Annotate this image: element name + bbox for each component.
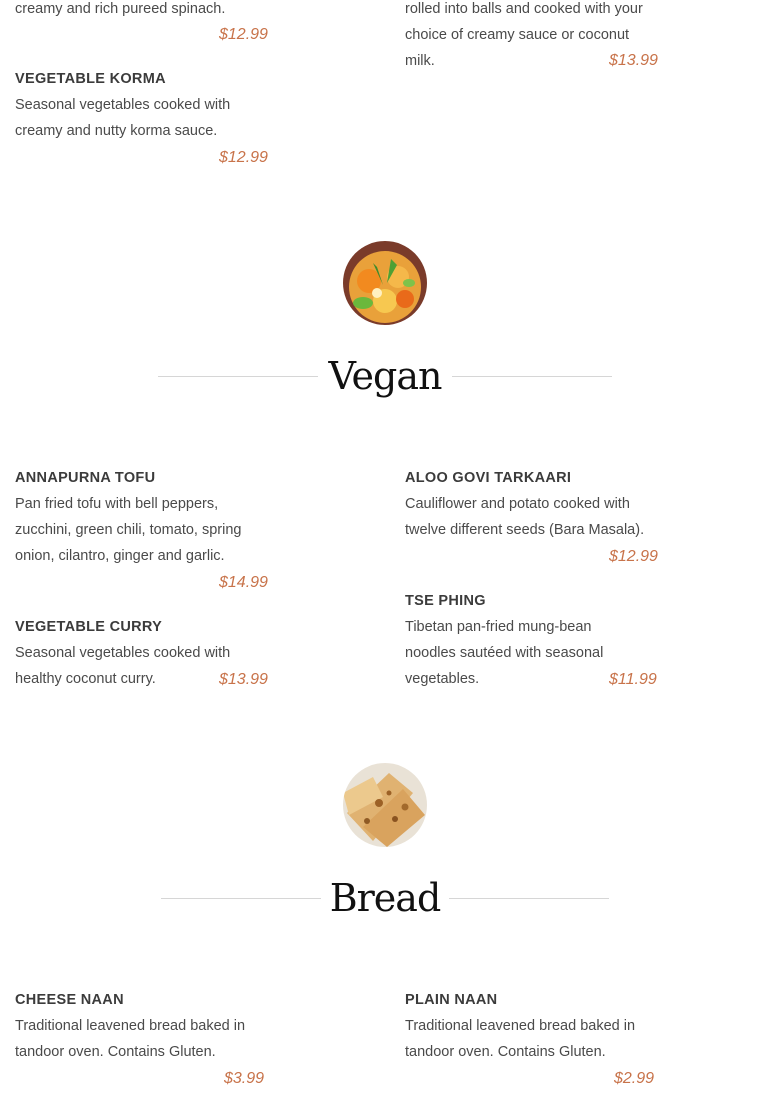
- section-title-bread: Bread: [329, 876, 441, 920]
- item-name: CHEESE NAAN: [15, 992, 124, 1008]
- item-description: Tibetan pan-fried mung-bean noodles sautéed with seasonal vegetables.: [405, 619, 604, 687]
- item-name: VEGETABLE KORMA: [15, 71, 166, 87]
- item-name: TSE PHING: [405, 593, 486, 609]
- section-title-vegan: Vegan: [328, 354, 442, 398]
- item-name: ANNAPURNA TOFU: [15, 470, 156, 486]
- item-description: Traditional leavened bread baked in tandoor oven. Contains Gluten.: [15, 1018, 246, 1060]
- item-price: $12.99: [609, 548, 658, 565]
- item-description: Pan fried tofu with bell peppers, zucchini, green chili, tomato, spring onion, cilantro, ginger and garlic.: [15, 496, 242, 564]
- heading-divider-right: [449, 898, 609, 899]
- item-description: creamy and rich pureed spinach.: [15, 1, 226, 17]
- item-price: $12.99: [219, 149, 268, 166]
- item-description: rolled into balls and cooked with your choice of creamy sauce or coconut milk.: [405, 1, 643, 69]
- item-name: PLAIN NAAN: [405, 992, 498, 1008]
- vegetable-bowl-icon: [343, 241, 427, 325]
- item-description: Traditional leavened bread baked in tandoor oven. Contains Gluten.: [405, 1018, 636, 1060]
- item-name: VEGETABLE CURRY: [15, 619, 163, 635]
- heading-divider-right: [452, 376, 612, 377]
- item-price: $11.99: [609, 671, 657, 688]
- item-price: $13.99: [219, 671, 268, 688]
- item-description: Seasonal vegetables cooked with healthy coconut curry.: [15, 645, 231, 687]
- item-description: Seasonal vegetables cooked with creamy and nutty korma sauce.: [15, 97, 231, 139]
- item-price: $12.99: [219, 26, 268, 43]
- item-price: $2.99: [614, 1070, 655, 1087]
- naan-bread-icon: [343, 763, 427, 847]
- item-name: ALOO GOVI TARKAARI: [405, 470, 572, 486]
- item-description: Cauliflower and potato cooked with twelve different seeds (Bara Masala).: [405, 496, 645, 538]
- item-price: $13.99: [609, 52, 658, 69]
- bread-section-image: [343, 763, 427, 847]
- item-price: $14.99: [219, 574, 268, 591]
- vegan-section-image: [343, 241, 427, 325]
- item-price: $3.99: [224, 1070, 265, 1087]
